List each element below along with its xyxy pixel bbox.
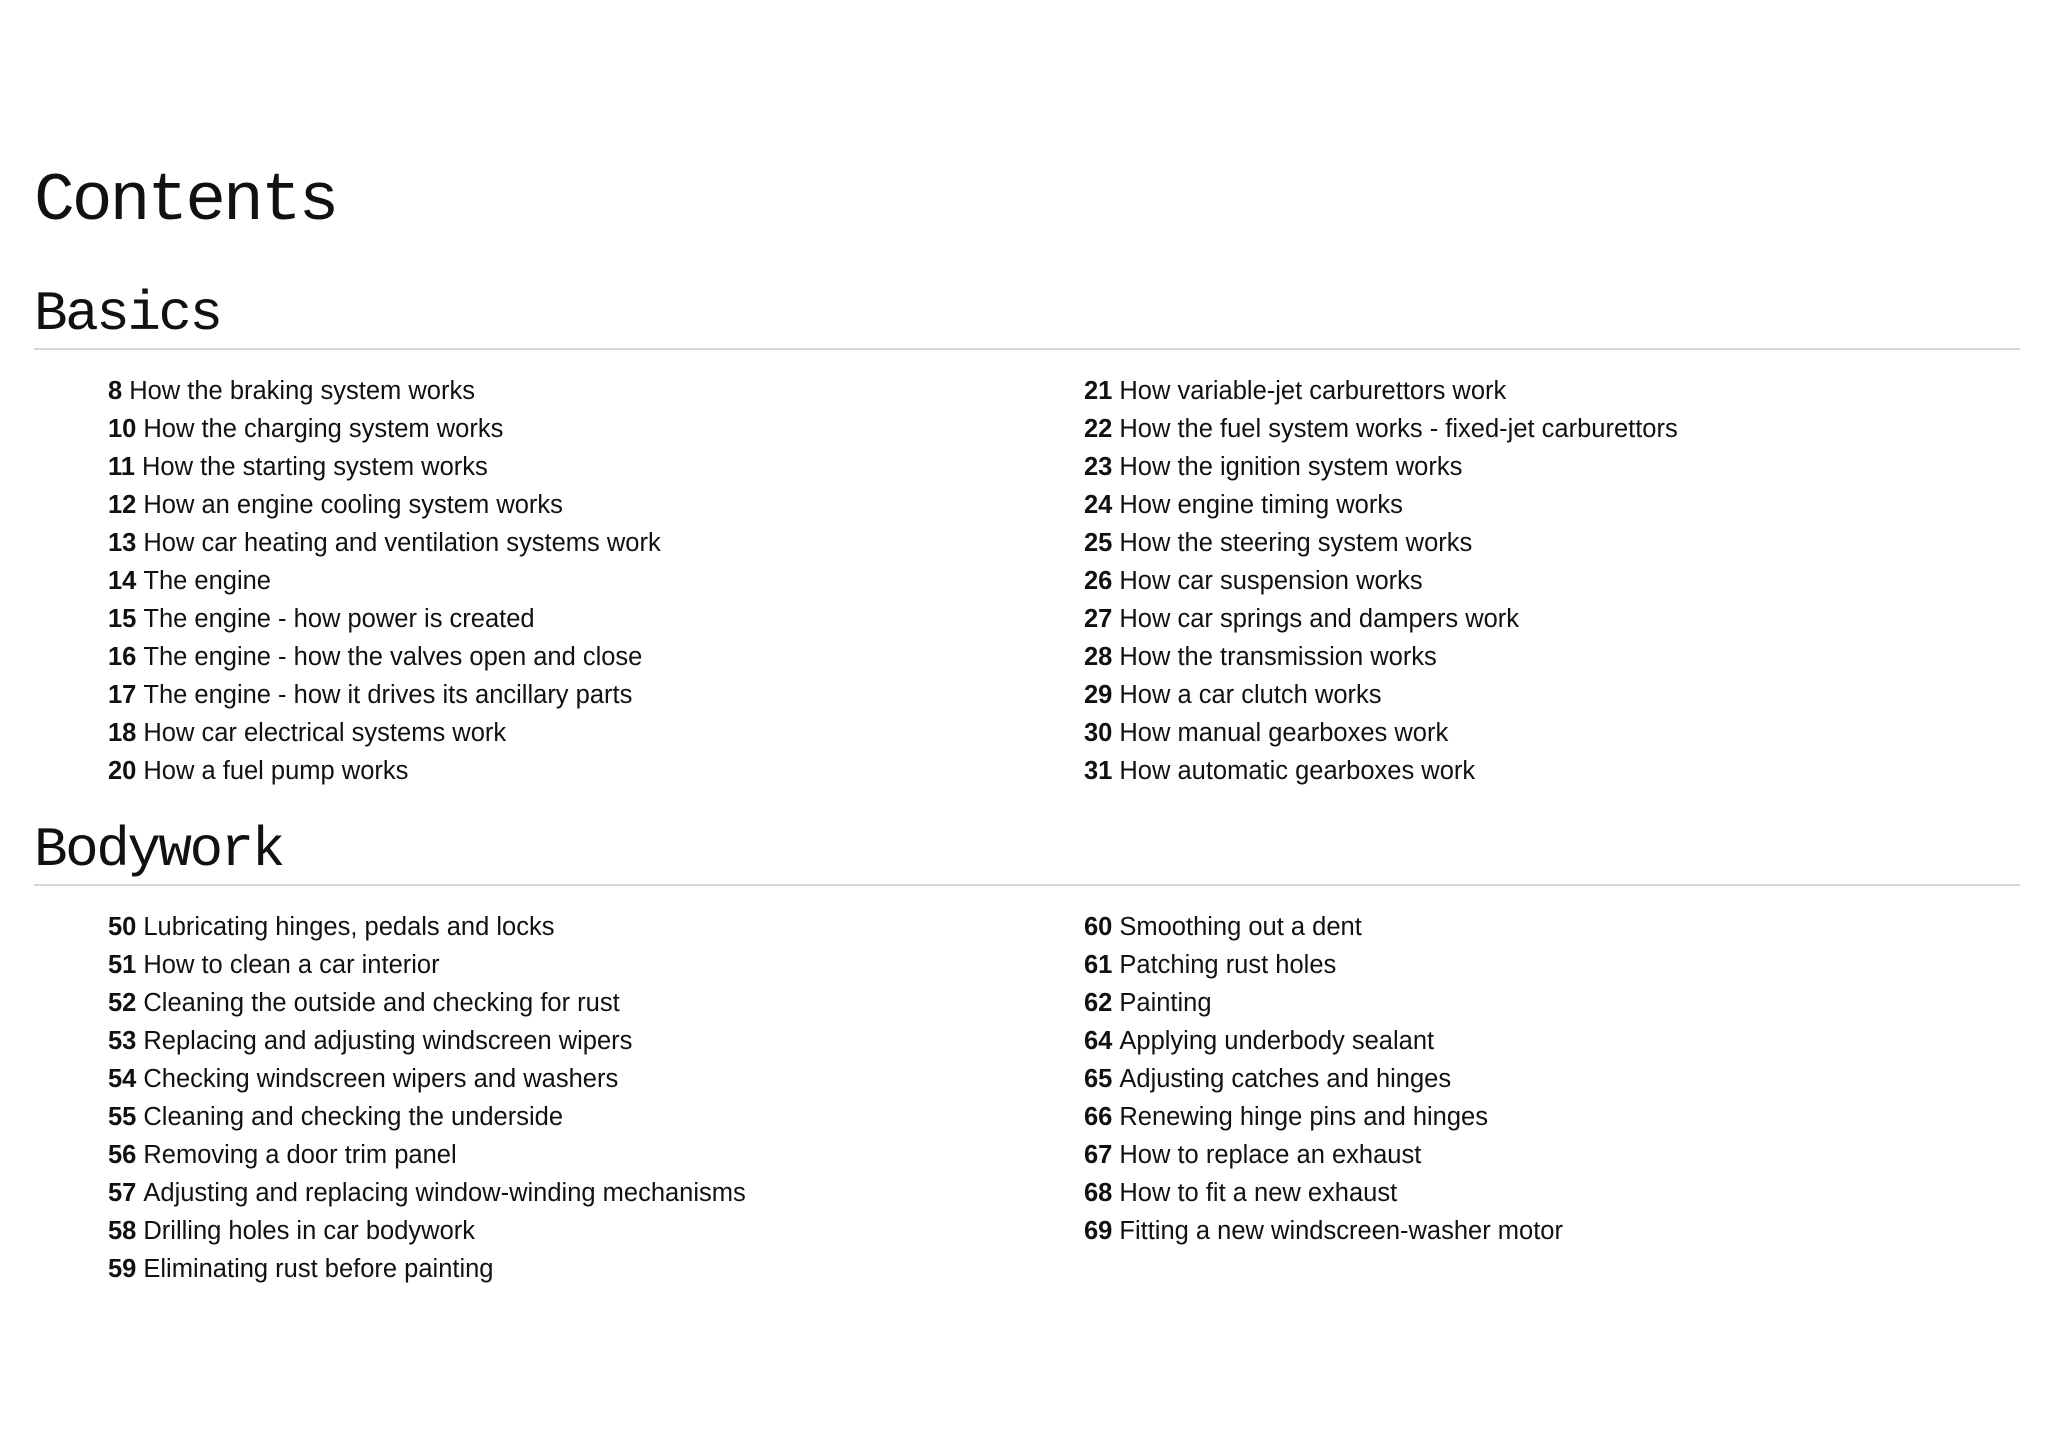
toc-page-number: 64	[1084, 1027, 1113, 1055]
toc-entry	[1084, 448, 1678, 486]
toc-entry	[1084, 372, 1678, 410]
toc-page-number: 14	[108, 567, 137, 595]
toc-entry	[108, 448, 661, 486]
toc-entry-title: How car springs and dampers work	[1119, 605, 1520, 633]
toc-page-number: 23	[1084, 453, 1113, 481]
section-bodywork	[34, 818, 2018, 1283]
toc-entry-title: Lubricating hinges, pedals and locks	[143, 913, 555, 941]
toc-entry-title: How car electrical systems work	[143, 719, 507, 747]
toc-entry-title: How automatic gearboxes work	[1119, 757, 1476, 785]
toc-entry-title: Adjusting and replacing window-winding mechanisms	[143, 1179, 746, 1207]
toc-entry	[1084, 486, 1678, 524]
toc-entry-title: Patching rust holes	[1119, 951, 1337, 979]
toc-entry	[1084, 562, 1678, 600]
toc-entry	[1084, 1022, 1563, 1060]
toc-page-number: 69	[1084, 1217, 1113, 1245]
toc-entry	[1084, 1060, 1563, 1098]
toc-page-number: 26	[1084, 567, 1113, 595]
toc-entry	[108, 984, 746, 1022]
toc-page-number: 11	[108, 453, 135, 481]
toc-page-number: 8	[108, 377, 123, 405]
section-divider	[34, 348, 2020, 350]
toc-entry	[108, 676, 661, 714]
toc-page-number: 56	[108, 1141, 137, 1169]
toc-entry-title: How variable-jet carburettors work	[1119, 377, 1507, 405]
toc-page-number: 13	[108, 529, 137, 557]
toc-entry	[1084, 524, 1678, 562]
toc-entry-title: How a fuel pump works	[143, 757, 409, 785]
toc-page-number: 18	[108, 719, 137, 747]
toc-entry	[108, 1136, 746, 1174]
toc-entry	[1084, 600, 1678, 638]
toc-entry	[108, 714, 661, 752]
toc-entry	[1084, 752, 1678, 790]
toc-page-number: 67	[1084, 1141, 1113, 1169]
toc-entry-title: How car heating and ventilation systems work	[143, 529, 661, 557]
toc-entry	[108, 372, 661, 410]
toc-entry-title: How to replace an exhaust	[1119, 1141, 1422, 1169]
toc-page-number: 61	[1084, 951, 1113, 979]
toc-entry-title: How manual gearboxes work	[1119, 719, 1449, 747]
toc-entry-title: The engine - how it drives its ancillary parts	[143, 681, 633, 709]
toc-page-number: 12	[108, 491, 137, 519]
page-title: Contents	[34, 163, 337, 240]
section-heading: Basics	[34, 282, 221, 346]
toc-entry-title: The engine	[143, 567, 271, 595]
toc-entry-title: How to fit a new exhaust	[1119, 1179, 1398, 1207]
toc-page-number: 21	[1084, 377, 1113, 405]
toc-entry	[1084, 638, 1678, 676]
toc-page-number: 55	[108, 1103, 137, 1131]
toc-page-number: 29	[1084, 681, 1113, 709]
toc-entry-title: How a car clutch works	[1119, 681, 1382, 709]
toc-entry	[108, 946, 746, 984]
toc-entry	[1084, 1136, 1563, 1174]
toc-entry-title: Applying underbody sealant	[1119, 1027, 1435, 1055]
toc-page-number: 24	[1084, 491, 1113, 519]
toc-entry	[108, 410, 661, 448]
toc-page-number: 16	[108, 643, 137, 671]
toc-entry-title: Painting	[1119, 989, 1212, 1017]
toc-entry	[1084, 1174, 1563, 1212]
toc-entry	[108, 752, 661, 790]
toc-entry-title: Removing a door trim panel	[143, 1141, 457, 1169]
toc-entry	[108, 486, 661, 524]
toc-page-number: 50	[108, 913, 137, 941]
toc-entry-title: How an engine cooling system works	[143, 491, 563, 519]
toc-page-number: 66	[1084, 1103, 1113, 1131]
toc-entry	[108, 1060, 746, 1098]
toc-page-number: 58	[108, 1217, 137, 1245]
toc-entry-title: Replacing and adjusting windscreen wipers	[143, 1027, 633, 1055]
toc-entry-title: How to clean a car interior	[143, 951, 440, 979]
toc-entry	[108, 600, 661, 638]
toc-page-number: 51	[108, 951, 137, 979]
toc-entry-title: Checking windscreen wipers and washers	[143, 1065, 619, 1093]
toc-entry-title: How the charging system works	[143, 415, 504, 443]
toc-entry	[108, 638, 661, 676]
toc-column-left	[108, 908, 746, 1288]
toc-page-number: 10	[108, 415, 137, 443]
toc-entry-title: How the fuel system works - fixed-jet carburettors	[1119, 415, 1678, 443]
toc-entry	[1084, 1098, 1563, 1136]
toc-entry	[1084, 714, 1678, 752]
toc-entry	[1084, 946, 1563, 984]
toc-entry	[108, 1022, 746, 1060]
toc-page-number: 31	[1084, 757, 1113, 785]
toc-page-number: 57	[108, 1179, 137, 1207]
toc-page-number: 65	[1084, 1065, 1113, 1093]
toc-entry	[1084, 676, 1678, 714]
toc-page-number: 15	[108, 605, 137, 633]
toc-entry-title: How the starting system works	[141, 453, 488, 481]
section-divider	[34, 884, 2020, 886]
toc-entry-title: Cleaning and checking the underside	[143, 1103, 564, 1131]
toc-entry	[108, 1098, 746, 1136]
toc-column-left	[108, 372, 661, 790]
toc-page-number: 62	[1084, 989, 1113, 1017]
toc-entry-title: Fitting a new windscreen-washer motor	[1119, 1217, 1563, 1245]
toc-entry-title: Drilling holes in car bodywork	[143, 1217, 476, 1245]
toc-entry	[108, 1174, 746, 1212]
toc-entry-title: Smoothing out a dent	[1119, 913, 1362, 941]
toc-entry-title: Cleaning the outside and checking for rust	[143, 989, 620, 1017]
toc-page-number: 17	[108, 681, 137, 709]
toc-page-number: 59	[108, 1255, 137, 1283]
toc-column-right	[1084, 372, 1678, 790]
toc-entry-title: How car suspension works	[1119, 567, 1423, 595]
toc-entry	[108, 1212, 746, 1250]
toc-entry	[1084, 908, 1563, 946]
toc-page-number: 52	[108, 989, 137, 1017]
toc-page-number: 54	[108, 1065, 137, 1093]
section-basics	[34, 282, 2018, 785]
toc-entry-title: Renewing hinge pins and hinges	[1119, 1103, 1488, 1131]
toc-page-number: 28	[1084, 643, 1113, 671]
toc-page-number: 27	[1084, 605, 1113, 633]
toc-entry-title: How the ignition system works	[1119, 453, 1463, 481]
toc-entry-title: The engine - how power is created	[143, 605, 535, 633]
toc-entry-title: The engine - how the valves open and close	[143, 643, 643, 671]
toc-column-right	[1084, 908, 1563, 1250]
toc-entry-title: How the steering system works	[1119, 529, 1473, 557]
toc-entry-title: How the transmission works	[1119, 643, 1437, 671]
toc-page-number: 20	[108, 757, 137, 785]
toc-page-number: 22	[1084, 415, 1113, 443]
toc-entry	[108, 908, 746, 946]
toc-page-number: 53	[108, 1027, 137, 1055]
toc-entry	[1084, 1212, 1563, 1250]
section-heading: Bodywork	[34, 818, 283, 882]
toc-page-number: 25	[1084, 529, 1113, 557]
toc-entry-title: How the braking system works	[129, 377, 475, 405]
toc-entry-title: Adjusting catches and hinges	[1119, 1065, 1452, 1093]
toc-entry	[108, 1250, 746, 1288]
toc-entry	[108, 562, 661, 600]
toc-page-number: 68	[1084, 1179, 1113, 1207]
toc-entry-title: Eliminating rust before painting	[143, 1255, 494, 1283]
toc-entry	[1084, 410, 1678, 448]
toc-entry	[1084, 984, 1563, 1022]
toc-page-number: 60	[1084, 913, 1113, 941]
toc-entry	[108, 524, 661, 562]
toc-entry-title: How engine timing works	[1119, 491, 1403, 519]
toc-page-number: 30	[1084, 719, 1113, 747]
